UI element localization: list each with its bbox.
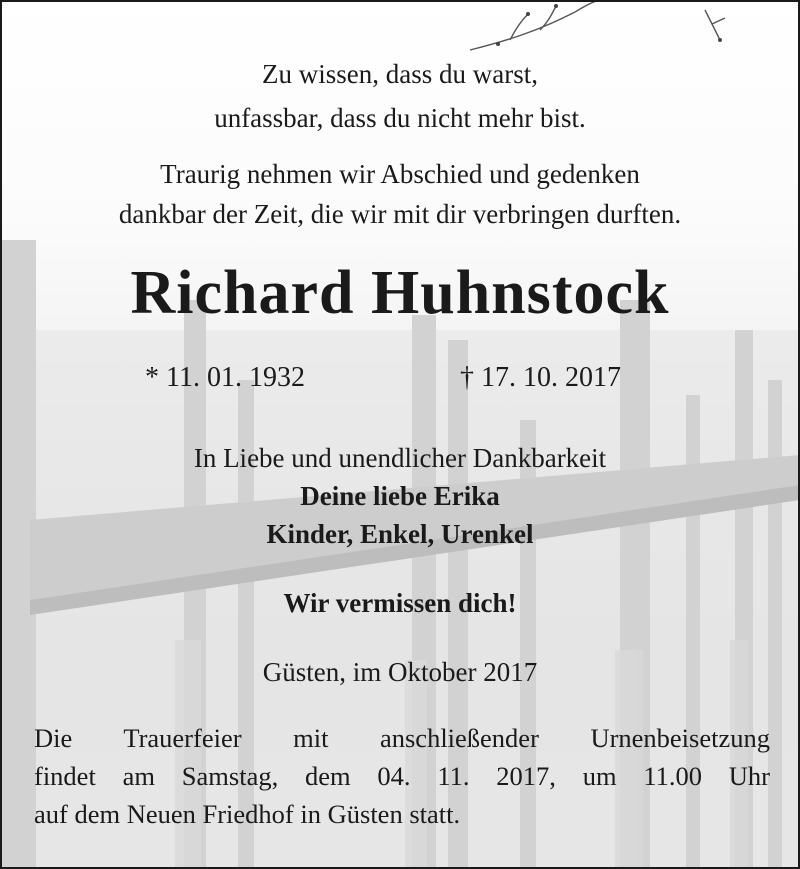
- birth-date: * 11. 01. 1932: [145, 362, 305, 393]
- ceremony-line-3: auf dem Neuen Friedhof in Güsten statt.: [34, 799, 461, 829]
- death-date: † 17. 10. 2017: [460, 362, 621, 393]
- deceased-name: Richard Huhnstock: [130, 259, 670, 327]
- verse-line-3: Traurig nehmen wir Abschied und gedenken: [160, 159, 640, 189]
- ceremony-line-2: findet am Samstag, dem 04. 11. 2017, um 11.00 Uhr: [34, 761, 770, 791]
- mourning-intro: In Liebe und unendlicher Dankbarkeit: [193, 443, 607, 473]
- mourner-line-2: Kinder, Enkel, Urenkel: [266, 519, 534, 549]
- farewell-line: Wir vermissen dich!: [283, 588, 517, 618]
- mourner-line-1: Deine liebe Erika: [300, 481, 500, 511]
- verse-line-2: unfassbar, dass du nicht mehr bist.: [214, 103, 586, 133]
- place-date: Güsten, im Oktober 2017: [262, 657, 538, 687]
- verse-line-1: Zu wissen, dass du warst,: [262, 59, 538, 89]
- verse-line-4: dankbar der Zeit, die wir mit dir verbringen durften.: [118, 199, 682, 229]
- ceremony-line-1: Die Trauerfeier mit anschließender Urnenbeisetzung: [34, 723, 770, 753]
